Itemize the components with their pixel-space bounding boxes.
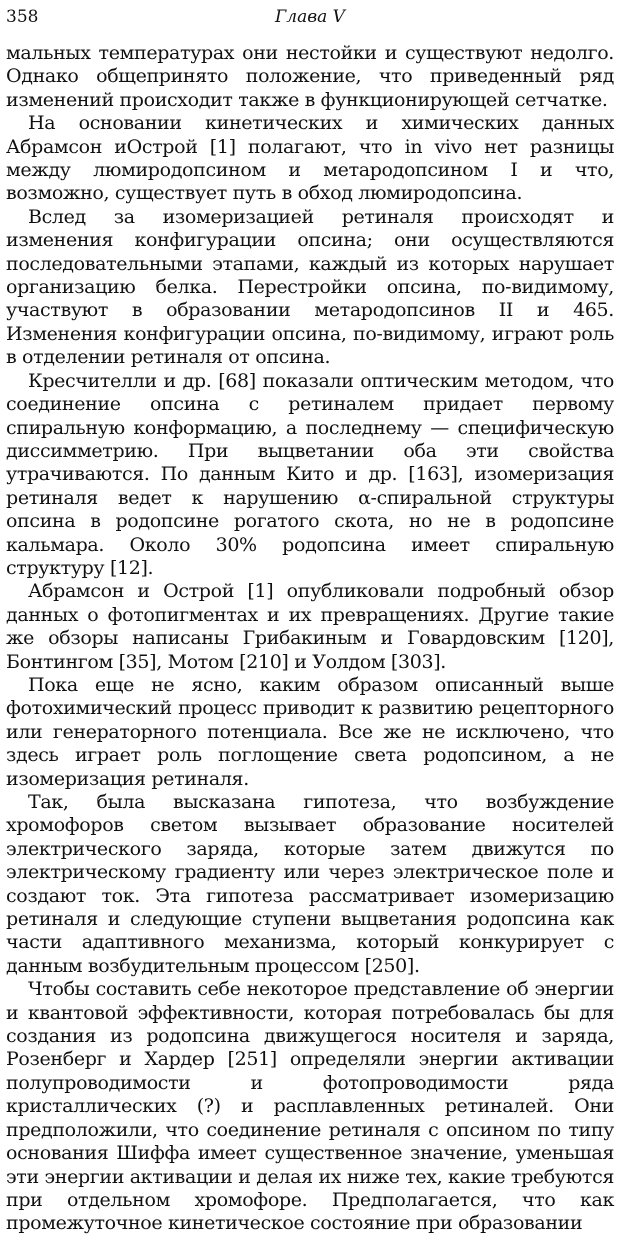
body-text	[6, 42, 614, 1236]
paragraph: Так, была высказана гипотеза, что возбуждение хромофоров светом вызывает образование носителей электрического заряда, которые затем движутся по электрическому градиенту или через электрическое поле и создают ток. Эта гипотеза рассматривает изомеризацию ретиналя и следующие ступени выцветания родопсина как части адаптивного механизма, который конкурирует с данным возбудительным процессом [250].	[6, 791, 614, 977]
paragraph: мальных температурах они нестойки и существуют недолго. Однако общепринято положение, что приведенный ряд изменений происходит также в функционирующей сетчатке.	[6, 42, 614, 111]
paragraph: Пока еще не ясно, каким образом описанный выше фотохимический процесс приводит к развитию рецепторного или генераторного потенциала. Все же не исключено, что здесь играет роль поглощение света родопсином, а не изомеризация ретиналя.	[6, 673, 614, 790]
page-number: 358	[6, 7, 39, 27]
page-header	[6, 4, 614, 42]
running-head: Глава V	[275, 7, 345, 27]
paragraph: Абрамсон и Острой [1] опубликовали подробный обзор данных о фотопигментах и их превращениях. Другие такие же обзоры написаны Грибакиным и Говардовским [120], Бонтингом [35], Мотом [210] и Уолдом [303].	[6, 580, 614, 673]
paragraph: Вслед за изомеризацией ретиналя происходят и изменения конфигурации опсина; они осуществляются последовательными этапами, каждый из которых нарушает организацию белка. Перестройки опсина, по-видимому, участвуют в образовании метародопсинов II и 465. Изменения конфигурации опсина, по-видимому, играют роль в отделении ретиналя от опсина.	[6, 205, 614, 369]
paragraph: Кресчителли и др. [68] показали оптическим методом, что соединение опсина с ретиналем придает первому спиральную конформацию, а последнему — специфическую диссимметрию. При выцветании оба эти свойства утрачиваются. По данным Кито и др. [163], изомеризация ретиналя ведет к нарушению α-спиральной структуры опсина в родопсине рогатого скота, но не в родопсине кальмара. Около 30% родопсина имеет спиральную структуру [12].	[6, 369, 614, 579]
paragraph: Чтобы составить себе некоторое представление об энергии и квантовой эффективности, которая потребовалась бы для создания из родопсина движущегося носителя и заряда, Розенберг и Хардер [251] определяли энергии активации полупроводимости и фотопроводимости ряда кристаллических (?) и расплавленных ретиналей. Они предположили, что соединение ретиналя с опсином по типу основания Шиффа имеет существенное значение, уменьшая эти энергии активации и делая их ниже тех, какие требуются при отдельном хромофоре. Предполагается, что как промежуточное кинетическое состояние при образовании	[6, 978, 614, 1235]
paragraph: На основании кинетических и химических данных Абрамсон иОстрой [1] полагают, что in vivo нет разницы между люмиродопсином и метародопсином I и что, возможно, существует путь в обход люмиродопсина.	[6, 112, 614, 205]
